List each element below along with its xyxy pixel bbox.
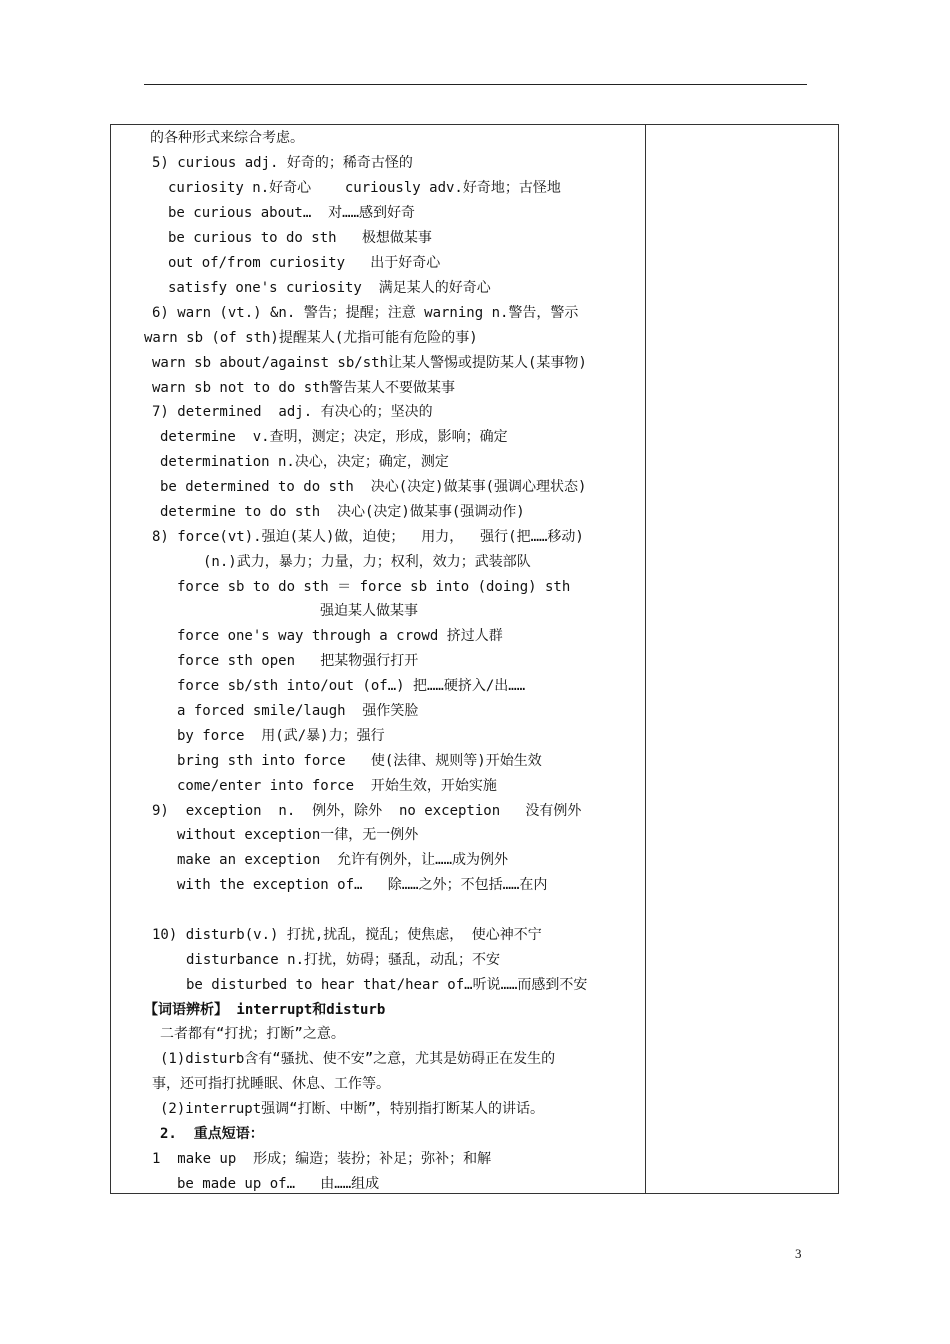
text-line: be curious about… 对……感到好奇 <box>168 205 416 221</box>
text-line: out of/from curiosity 出于好奇心 <box>168 255 441 271</box>
text-line: determine v.查明，测定；决定，形成，影响；确定 <box>160 429 508 445</box>
page-number: 3 <box>795 1246 802 1261</box>
text-line: force sb to do sth ＝ force sb into (doing) sth <box>177 579 571 595</box>
text-line: 6) warn (vt.) &n. 警告；提醒；注意 warning n.警告，警示 <box>152 305 579 321</box>
text-line: determination n.决心，决定；确定，测定 <box>160 454 449 470</box>
text-line: be disturbed to hear that/hear of…听说……而感到不安 <box>186 977 588 993</box>
section-heading: 2. 重点短语： <box>160 1126 264 1142</box>
text-line: come/enter into force 开始生效，开始实施 <box>177 778 497 794</box>
text-line: 强迫某人做某事 <box>320 603 418 619</box>
text-line: 9) exception n. 例外，除外 no exception 没有例外 <box>152 803 582 819</box>
text-line: 1 make up 形成；编造；装扮；补足；弥补；和解 <box>152 1151 492 1167</box>
text-line: force one's way through a crowd 挤过人群 <box>177 628 503 644</box>
text-line: force sb/sth into/out (of…) 把……硬挤入/出…… <box>177 678 526 694</box>
text-line: warn sb about/against sb/sth让某人警惕或提防某人(某事物) <box>152 355 587 371</box>
text-line: (1)disturb含有“骚扰、使不安”之意，尤其是妨碍正在发生的 <box>160 1051 556 1067</box>
text-line: by force 用(武/暴)力；强行 <box>177 728 385 744</box>
text-line: (2)interrupt强调“打断、中断”，特别指打断某人的讲话。 <box>160 1101 545 1117</box>
text-line: curiosity n.好奇心 curiously adv.好奇地；古怪地 <box>168 180 561 196</box>
text-line: force sth open 把某物强行打开 <box>177 653 419 669</box>
text-line: with the exception of… 除……之外；不包括……在内 <box>177 877 548 893</box>
text-line: be curious to do sth 极想做某事 <box>168 230 432 246</box>
text-line: without exception一律，无一例外 <box>177 827 419 843</box>
text-line: 7) determined adj. 有决心的；坚决的 <box>152 404 433 420</box>
text-line: 5) curious adj. 好奇的；稀奇古怪的 <box>152 155 413 171</box>
text-line: 二者都有“打扰；打断”之意。 <box>160 1026 345 1042</box>
text-line: determine to do sth 决心(决定)做某事(强调动作) <box>160 504 525 520</box>
text-line: warn sb (of sth)提醒某人(尤指可能有危险的事) <box>144 330 478 346</box>
text-line: satisfy one's curiosity 满足某人的好奇心 <box>168 280 491 296</box>
text-line: 8) force(vt).强迫(某人)做，迫使； 用力， 强行(把……移动) <box>152 529 584 545</box>
text-line: be determined to do sth 决心(决定)做某事(强调心理状态) <box>160 479 587 495</box>
text-line: (n.)武力，暴力；力量，力；权利，效力；武装部队 <box>203 554 531 570</box>
text-line: 10) disturb(v.) 打扰,扰乱，搅乱；使焦虑， 使心神不宁 <box>152 927 542 943</box>
text-line: a forced smile/laugh 强作笑脸 <box>177 703 419 719</box>
text-line: bring sth into force 使(法律、规则等)开始生效 <box>177 753 542 769</box>
text-line: 的各种形式来综合考虑。 <box>150 130 304 146</box>
text-line: warn sb not to do sth警告某人不要做某事 <box>152 380 456 396</box>
left-cell-content <box>110 124 645 1194</box>
text-line: be made up of… 由……组成 <box>177 1176 380 1192</box>
text-line: 事，还可指打扰睡眠、休息、工作等。 <box>152 1076 390 1092</box>
text-line: make an exception 允许有例外，让……成为例外 <box>177 852 509 868</box>
text-line: disturbance n.打扰，妨碍；骚乱，动乱；不安 <box>186 952 501 968</box>
table-column-divider <box>645 124 646 1194</box>
section-heading: 【词语辨析】 interrupt和disturb <box>144 1002 386 1018</box>
header-rule <box>144 84 807 85</box>
